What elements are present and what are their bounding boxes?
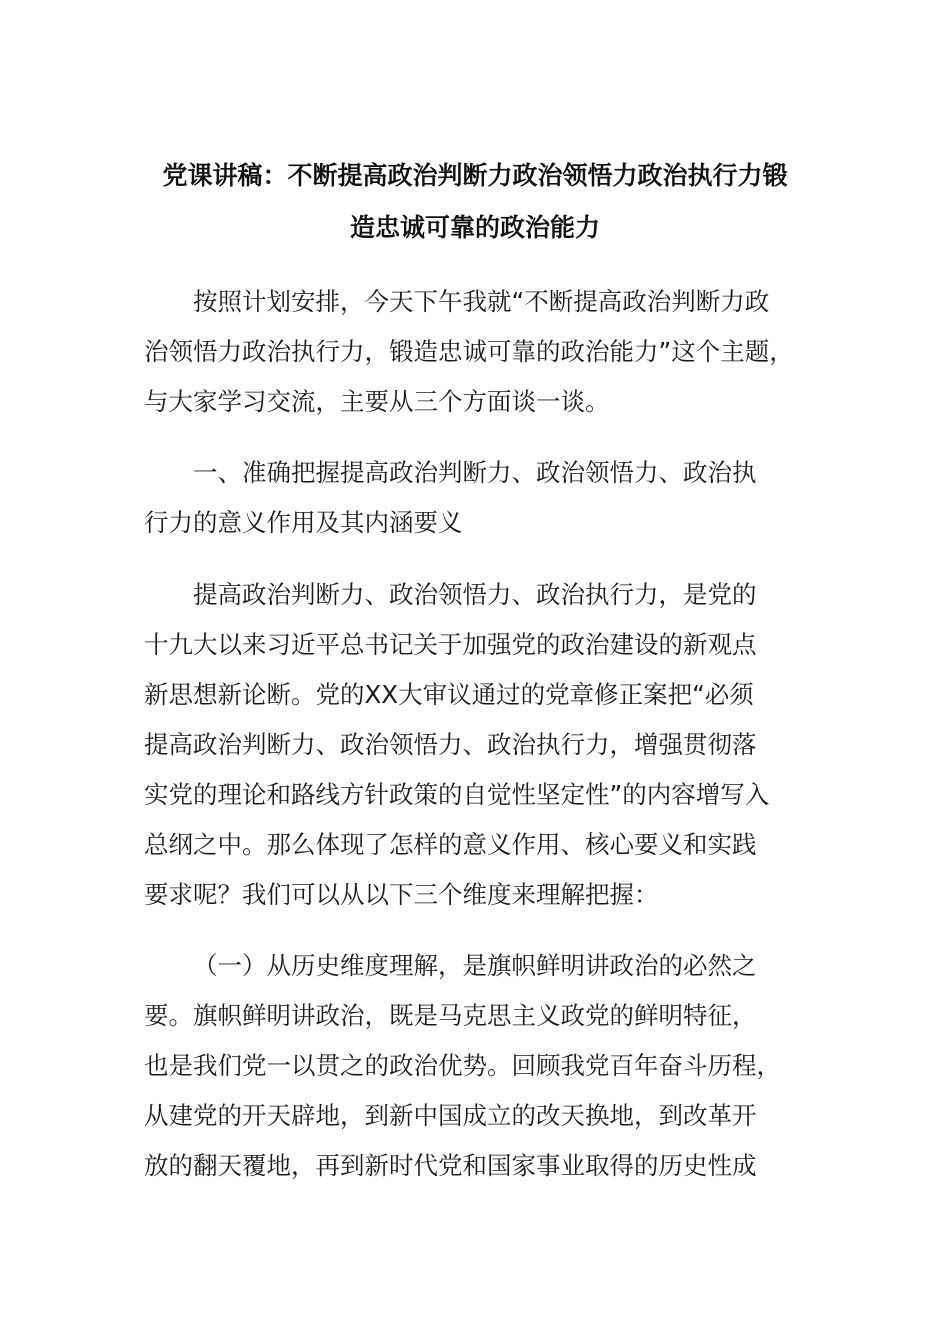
paragraph-line: 实党的理论和路线方针政策的自觉性坚定性”的内容增写入 — [144, 780, 770, 809]
paragraph-line: 也是我们党一以贯之的政治优势。回顾我党百年奋斗历程， — [144, 1051, 781, 1080]
paragraph-intro — [144, 277, 814, 427]
paragraph-line: 提高政治判断力、政治领悟力、政治执行力，增强贯彻落 — [144, 730, 757, 759]
title-line-2: 造忠诚可靠的政治能力 — [349, 213, 600, 242]
paragraph-line: 总纲之中。那么体现了怎样的意义作用、核心要义和实践 — [144, 830, 757, 859]
paragraph-line: 按照计划安排，今天下午我就“不断提高政治判断力政 — [193, 287, 770, 316]
paragraph-line: 一、准确把握提高政治判断力、政治领悟力、政治执 — [193, 458, 757, 487]
section-heading-1 — [144, 448, 814, 548]
paragraph-line: 要。旗帜鲜明讲政治，既是马克思主义政党的鲜明特征， — [144, 1001, 757, 1030]
paragraph-significance — [144, 570, 814, 920]
paragraph-line: 新思想新论断。党的XX大审议通过的党章修正案把“必须 — [144, 680, 754, 709]
paragraph-line: 行力的意义作用及其内涵要义 — [144, 508, 463, 537]
title-line-1: 党课讲稿：不断提高政治判断力政治领悟力政治执行力锻 — [162, 161, 788, 190]
paragraph-historical-dimension — [144, 941, 814, 1191]
document-title — [140, 150, 810, 254]
paragraph-line: 提高政治判断力、政治领悟力、政治执行力，是党的 — [193, 580, 757, 609]
paragraph-line: 要求呢？我们可以从以下三个维度来理解把握： — [144, 880, 659, 909]
paragraph-line: 治领悟力政治执行力，锻造忠诚可靠的政治能力”这个主题， — [144, 337, 794, 366]
paragraph-line: 与大家学习交流，主要从三个方面谈一谈。 — [144, 387, 610, 416]
paragraph-line: （一）从历史维度理解，是旗帜鲜明讲政治的必然之 — [193, 951, 757, 980]
paragraph-line: 从建党的开天辟地，到新中国成立的改天换地，到改革开 — [144, 1101, 757, 1130]
paragraph-line: 放的翻天覆地，再到新时代党和国家事业取得的历史性成 — [144, 1151, 757, 1180]
paragraph-line: 十九大以来习近平总书记关于加强党的政治建设的新观点 — [144, 630, 757, 659]
